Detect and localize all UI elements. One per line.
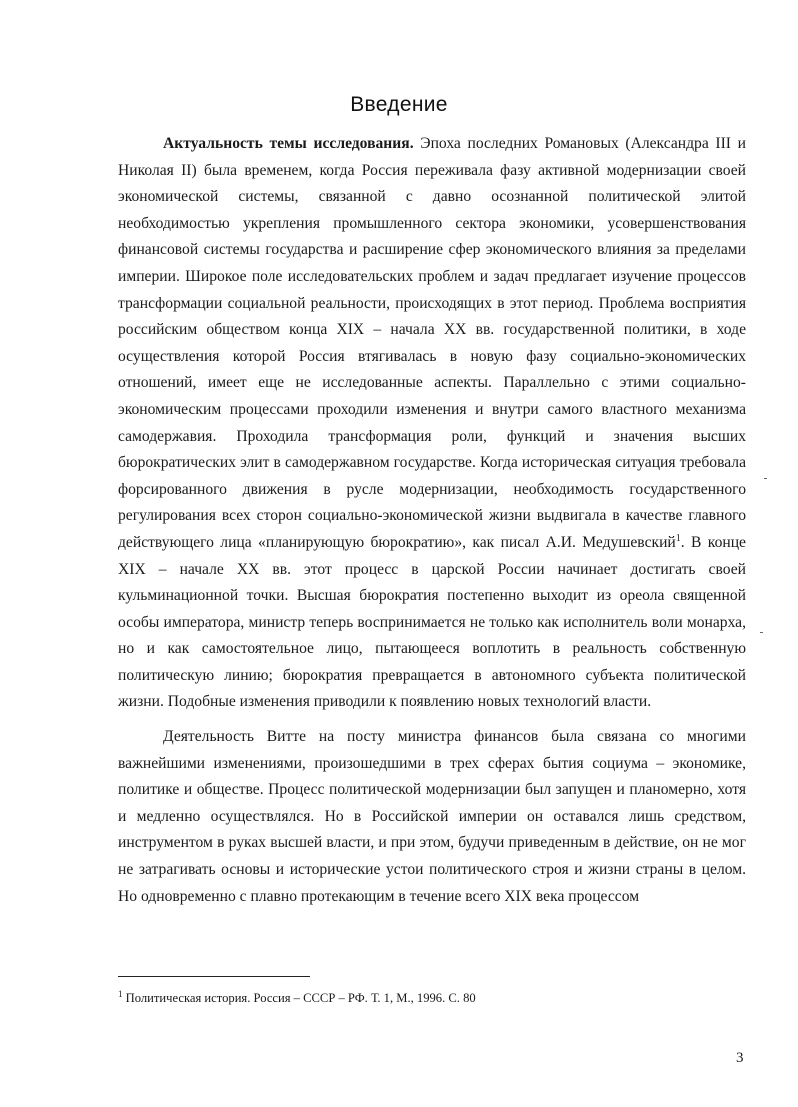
footnote-reference: 1 [675,532,681,544]
footnote [118,986,746,1006]
paragraph-relevance [118,131,746,716]
paragraph-text-part2: . В конце XIX – начале XX вв. этот процесс в царской России начинает достигать своей кульминационной точки. Высшая бюрократия постепенно выходит из ореола священной особы императора, министр теперь воспринимается не только как исполнитель воли монарха, но и как самостоятельное лицо, пытающееся воплотить в реальность собственную политическую линию; бюрократия превращается в автономного субъекта политической жизни. Подобные изменения приводили к появлению новых технологий власти. [118,533,746,711]
paragraph-bold-lead: Актуальность темы исследования. [163,135,414,152]
footnote-marker: 1 [118,989,123,999]
paragraph-text-part1: Эпоха последних Романовых (Александра III и Николая II) была временем, когда Россия переживала фазу активной модернизации своей экономической системы, связанной с давно осознанной политической элитой необходимостью укрепления промышленного сектора экономики, усовершенствования финансовой системы государства и расширение сфер экономического влияния за пределами империи. Широкое поле исследовательских проблем и задач предлагает изучение процессов трансформации социальной реальности, происходящих в этот период. Проблема восприятия российским обществом конца XIX – начала XX вв. государственной политики, в ходе осуществления которой Россия втягивалась в новую фазу социально-экономических отношений, имеет еще не исследованные аспекты. Параллельно с этими социально-экономическим процессами проходили изменения и внутри самого властного механизма самодержавия. Проходила трансформация роли, функций и значения высших бюрократических элит в самодержавном государстве. Когда историческая ситуация требовала форсированного движения в русле модернизации, необходимость государственного регулирования всех сторон социально-экономической жизни выдвигала в качестве главного действующего лица «планирующую бюрократию», как писал А.И. Медушевский [118,135,746,551]
footnote-text: Политическая история. Россия – СССР – РФ. Т. 1, М., 1996. С. 80 [122,991,476,1006]
footnote-divider [118,976,310,977]
body-text [118,131,746,918]
scan-artifact [760,632,763,633]
page-title: Введение [350,93,448,116]
page-number: 3 [736,1050,744,1066]
scan-artifact [764,478,767,479]
paragraph-witte: Деятельность Витте на посту министра финансов была связана со многими важнейшими изменениями, произошедшими в трех сферах бытия социума – экономике, политике и обществе. Процесс политической модернизации был запущен и планомерно, хотя и медленно осуществлялся. Но в Российской империи он оставался лишь средством, инструментом в руках высшей власти, и при этом, будучи приведенным в действие, он не мог не затрагивать основы и исторические устои политического строя и жизни страны в целом. Но одновременно с плавно протекающим в течение всего XIX века процессом [118,728,746,905]
